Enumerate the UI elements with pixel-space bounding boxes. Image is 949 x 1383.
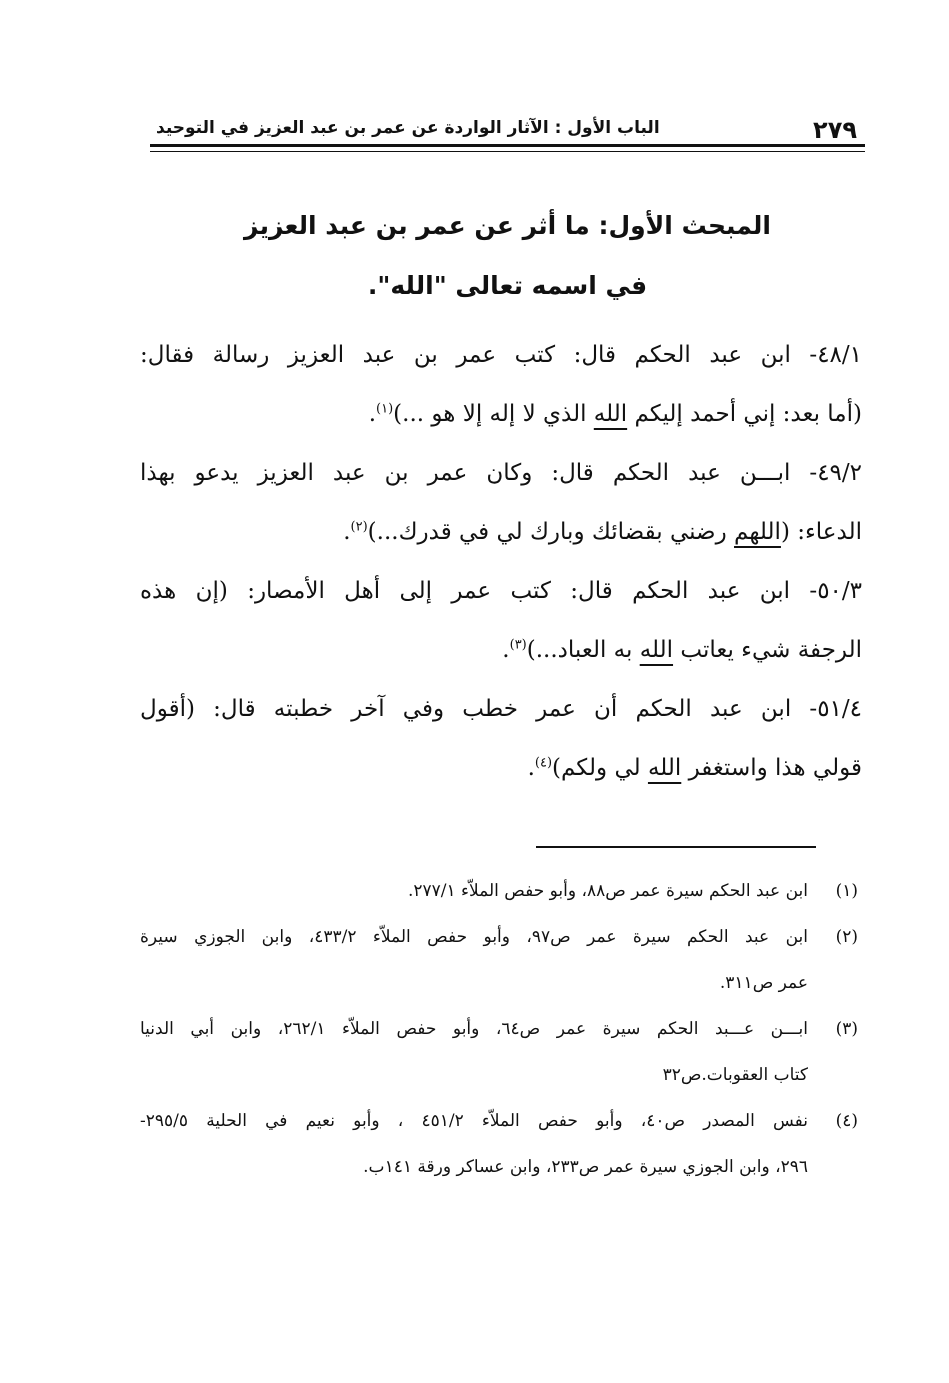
- footnote-4: [140, 1098, 858, 1190]
- footnote-line: ابن عبد الحكم سيرة عمر ص٨٨، وأبو حفص الملاّء ٢٧٧/١.: [407, 881, 808, 901]
- footnote-3: [140, 1006, 858, 1098]
- footnote-number: (٢): [835, 927, 858, 947]
- narration-line-2: الدعاء: (اللهم رضني بقضائك وبارك لي في قدرك...)$^{(٢)}$.: [343, 519, 862, 545]
- narration-49: [140, 444, 862, 562]
- footnote-ref: (٢): [350, 519, 368, 535]
- narrations: [140, 326, 862, 798]
- running-title: الباب الأول : الآثار الواردة عن عمر بن عبد العزيز في التوحيد: [156, 118, 660, 138]
- footnote-line: ابـــن عـــبد الحكم سيرة عمر ص٦٤، وأبو حفص الملاّء ٢٦٢/١، وابن أبي الدنيا: [140, 1019, 809, 1039]
- footnote-number: (١): [835, 881, 858, 901]
- narration-line-1: ٥٠/٣- ابن عبد الحكم قال: كتب عمر إلى أهل الأمصار: (إن هذه: [140, 578, 862, 604]
- footnote-line: عمر ص٣١١.: [719, 973, 808, 993]
- narration-50: [140, 562, 862, 680]
- narration-line-1: ٤٩/٢- ابـــن عبد الحكم قال: وكان عمر بن عبد العزيز يدعو بهذا: [140, 460, 862, 486]
- section-heading: [150, 196, 865, 316]
- footnote-ref: (٣): [509, 637, 527, 653]
- divine-name-underlined: الله: [647, 755, 682, 781]
- footnotes: [140, 868, 858, 1190]
- page-number: ٢٧٩: [813, 116, 857, 144]
- header-rule-thick: [150, 144, 865, 147]
- footnote-separator: [536, 846, 816, 848]
- footnote-line: ابن عبد الحكم سيرة عمر ص٩٧، وأبو حفص الملاّء ٤٣٣/٢، وابن الجوزي سيرة: [140, 927, 808, 947]
- divine-name-underlined: الله: [593, 401, 628, 427]
- section-heading-line-2: في اسمه تعالى "الله".: [367, 271, 648, 300]
- footnote-2: [140, 914, 858, 1006]
- section-heading-line-1: المبحث الأول: ما أثر عن عمر بن عبد العزيز: [244, 211, 771, 240]
- footnote-ref: (٤): [534, 755, 553, 771]
- narration-line-1: ٤٨/١- ابن عبد الحكم قال: كتب عمر بن عبد العزيز رسالة فقال:: [140, 342, 862, 368]
- divine-name-underlined: اللهم: [734, 519, 781, 545]
- narration-51: [140, 680, 862, 798]
- footnote-number: (٣): [835, 1019, 858, 1039]
- narration-line-2: قولي هذا واستغفر الله لي ولكم)$^{(٤)}$.: [527, 755, 862, 781]
- narration-48: [140, 326, 862, 444]
- header-rule-thin: [150, 151, 865, 152]
- divine-name-underlined: الله: [639, 637, 674, 663]
- footnote-line: نفس المصدر ص٤٠، وأبو حفص الملاّء ٤٥١/٢ ، وأبو نعيم في الحلية ٢٩٥/٥-: [140, 1111, 808, 1131]
- footnote-line: ٢٩٦، وابن الجوزي سيرة عمر ص٢٣٣، وابن عساكر ورقة ١٤١ب.: [363, 1157, 808, 1177]
- narration-line-2: (أما بعد: إني أحمد إليكم الله الذي لا إله إلا هو ...)$^{(١)}$.: [368, 401, 862, 427]
- narration-line-2: الرجفة شيء يعاتب الله به العباد...)$^{(٣)}$.: [502, 637, 862, 663]
- footnote-number: (٤): [835, 1111, 858, 1131]
- footnote-ref: (١): [376, 401, 394, 417]
- narration-line-1: ٥١/٤- ابن عبد الحكم أن عمر خطب وفي آخر خطبته قال: (أقول: [140, 696, 862, 722]
- footnote-line: كتاب العقوبات.ص٣٢: [662, 1065, 808, 1085]
- footnote-1: [140, 868, 858, 914]
